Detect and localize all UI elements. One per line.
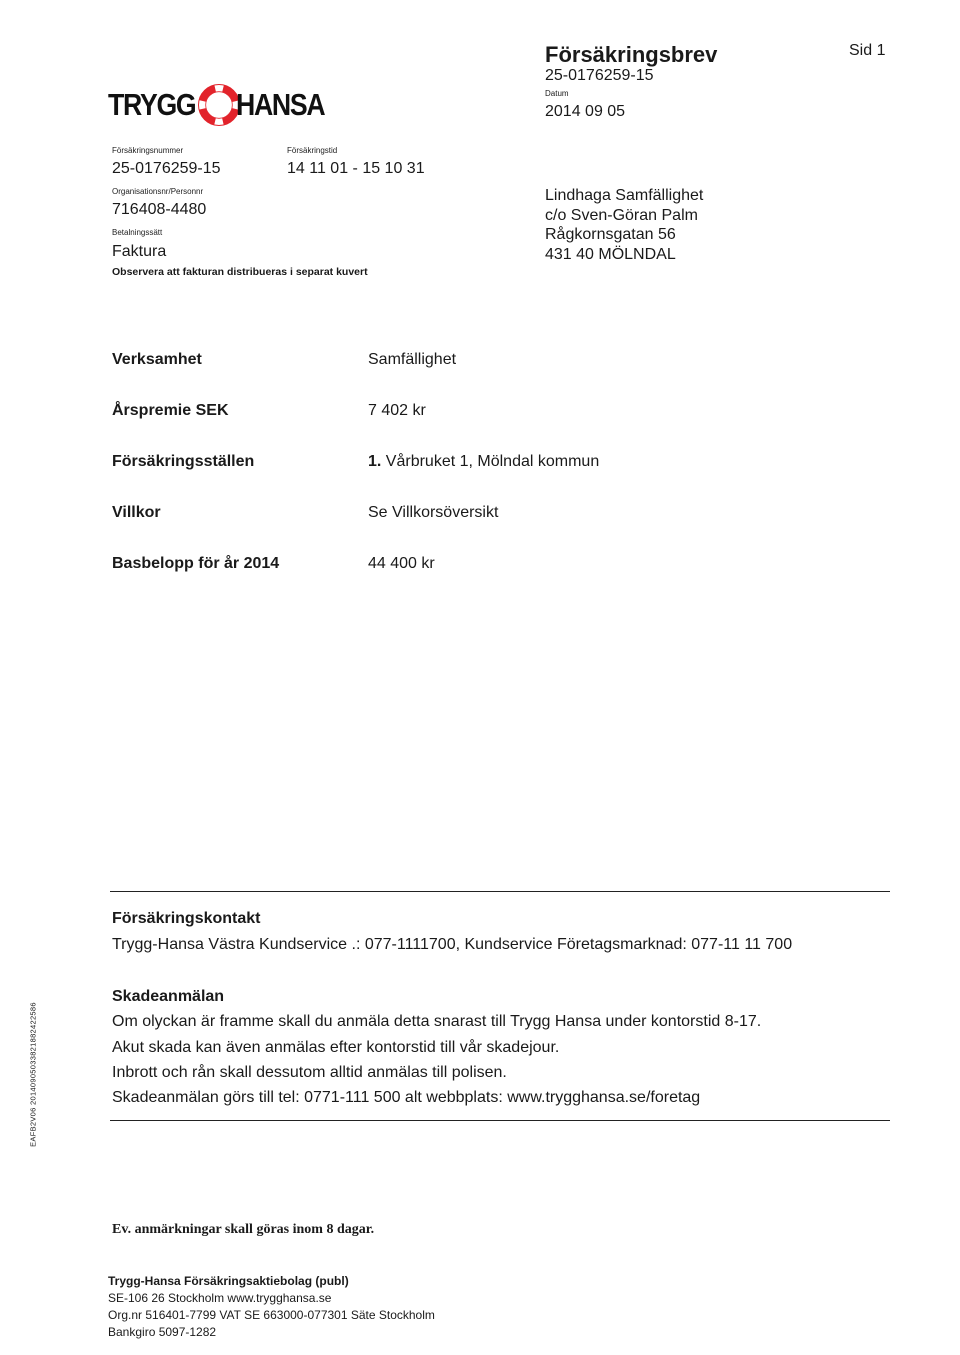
- company-footer: [108, 1273, 435, 1341]
- detail-value-base-amount: 44 400 kr: [368, 555, 435, 572]
- trygg-hansa-logo: [108, 84, 338, 126]
- org-number: 716408-4480: [112, 201, 207, 218]
- date-label: Datum: [545, 89, 569, 98]
- claims-line: Akut skada kan även anmälas efter kontorstid till vår skadejour.: [112, 1039, 560, 1056]
- claims-line: Inbrott och rån skall dessutom alltid anmälas till polisen.: [112, 1064, 507, 1081]
- org-number-label: Organisationsnr/Personnr: [112, 187, 204, 196]
- recipient-address: [545, 186, 703, 264]
- policy-period-label: Försäkringstid: [287, 146, 338, 155]
- policy-number-label: Försäkringsnummer: [112, 146, 184, 155]
- detail-label-business: Verksamhet: [112, 351, 202, 368]
- claims-line: Om olyckan är framme skall du anmäla detta snarast till Trygg Hansa under kontorstid 8-17.: [112, 1013, 762, 1030]
- address-line: c/o Sven-Göran Palm: [545, 206, 698, 224]
- policy-number: 25-0176259-15: [112, 160, 221, 177]
- location-index: 1.: [368, 453, 382, 470]
- footer-bankgiro: Bankgiro 5097-1282: [108, 1325, 217, 1339]
- detail-label-locations: Försäkringsställen: [112, 453, 255, 470]
- detail-value-locations: [368, 453, 599, 471]
- invoice-note: Observera att fakturan distribueras i separat kuvert: [112, 266, 368, 278]
- document-title: Försäkringsbrev: [545, 42, 718, 67]
- claims-heading: Skadeanmälan: [112, 988, 225, 1005]
- detail-value-business: Samfällighet: [368, 351, 457, 368]
- footer-address: SE-106 26 Stockholm www.trygghansa.se: [108, 1291, 332, 1305]
- detail-label-base-amount: Basbelopp för år 2014: [112, 555, 280, 572]
- footer-org: Org.nr 516401-7799 VAT SE 663000-077301 Säte Stockholm: [108, 1308, 435, 1322]
- detail-label-premium: Årspremie SEK: [112, 402, 229, 419]
- address-line: Rågkornsgatan 56: [545, 226, 676, 243]
- document-date: 2014 09 05: [545, 103, 626, 120]
- logo-word-right: HANSA: [235, 87, 324, 122]
- lifebuoy-icon: [198, 84, 240, 126]
- contact-heading: Försäkringskontakt: [112, 910, 261, 927]
- payment-method-label: Betalningssätt: [112, 228, 163, 237]
- logo-word-left: TRYGG: [108, 87, 196, 122]
- page-number: Sid 1: [849, 42, 886, 59]
- address-line: 431 40 MÖLNDAL: [545, 245, 676, 263]
- claims-line: Skadeanmälan görs till tel: 0771-111 500 alt webbplats: www.trygghansa.se/foretag: [112, 1089, 701, 1106]
- detail-value-premium: 7 402 kr: [368, 402, 426, 419]
- payment-method: Faktura: [112, 243, 167, 260]
- policy-period: 14 11 01 - 15 10 31: [287, 160, 425, 177]
- footer-company: Trygg-Hansa Försäkringsaktiebolag (publ): [108, 1274, 349, 1288]
- address-line: Lindhaga Samfällighet: [545, 187, 704, 204]
- detail-label-terms: Villkor: [112, 504, 161, 521]
- divider: [110, 891, 890, 892]
- divider: [110, 1120, 890, 1121]
- contact-text: Trygg-Hansa Västra Kundservice .: 077-1111700, Kundservice Företagsmarknad: 077-11 11 700: [112, 936, 793, 953]
- side-document-code: EAFB2V06 20140905033821882422586: [28, 1002, 38, 1147]
- remark-note: Ev. anmärkningar skall göras inom 8 dagar.: [112, 1222, 375, 1237]
- location-text: Vårbruket 1, Mölndal kommun: [385, 453, 600, 470]
- detail-value-terms: Se Villkorsöversikt: [368, 504, 499, 521]
- document-number: 25-0176259-15: [545, 67, 654, 84]
